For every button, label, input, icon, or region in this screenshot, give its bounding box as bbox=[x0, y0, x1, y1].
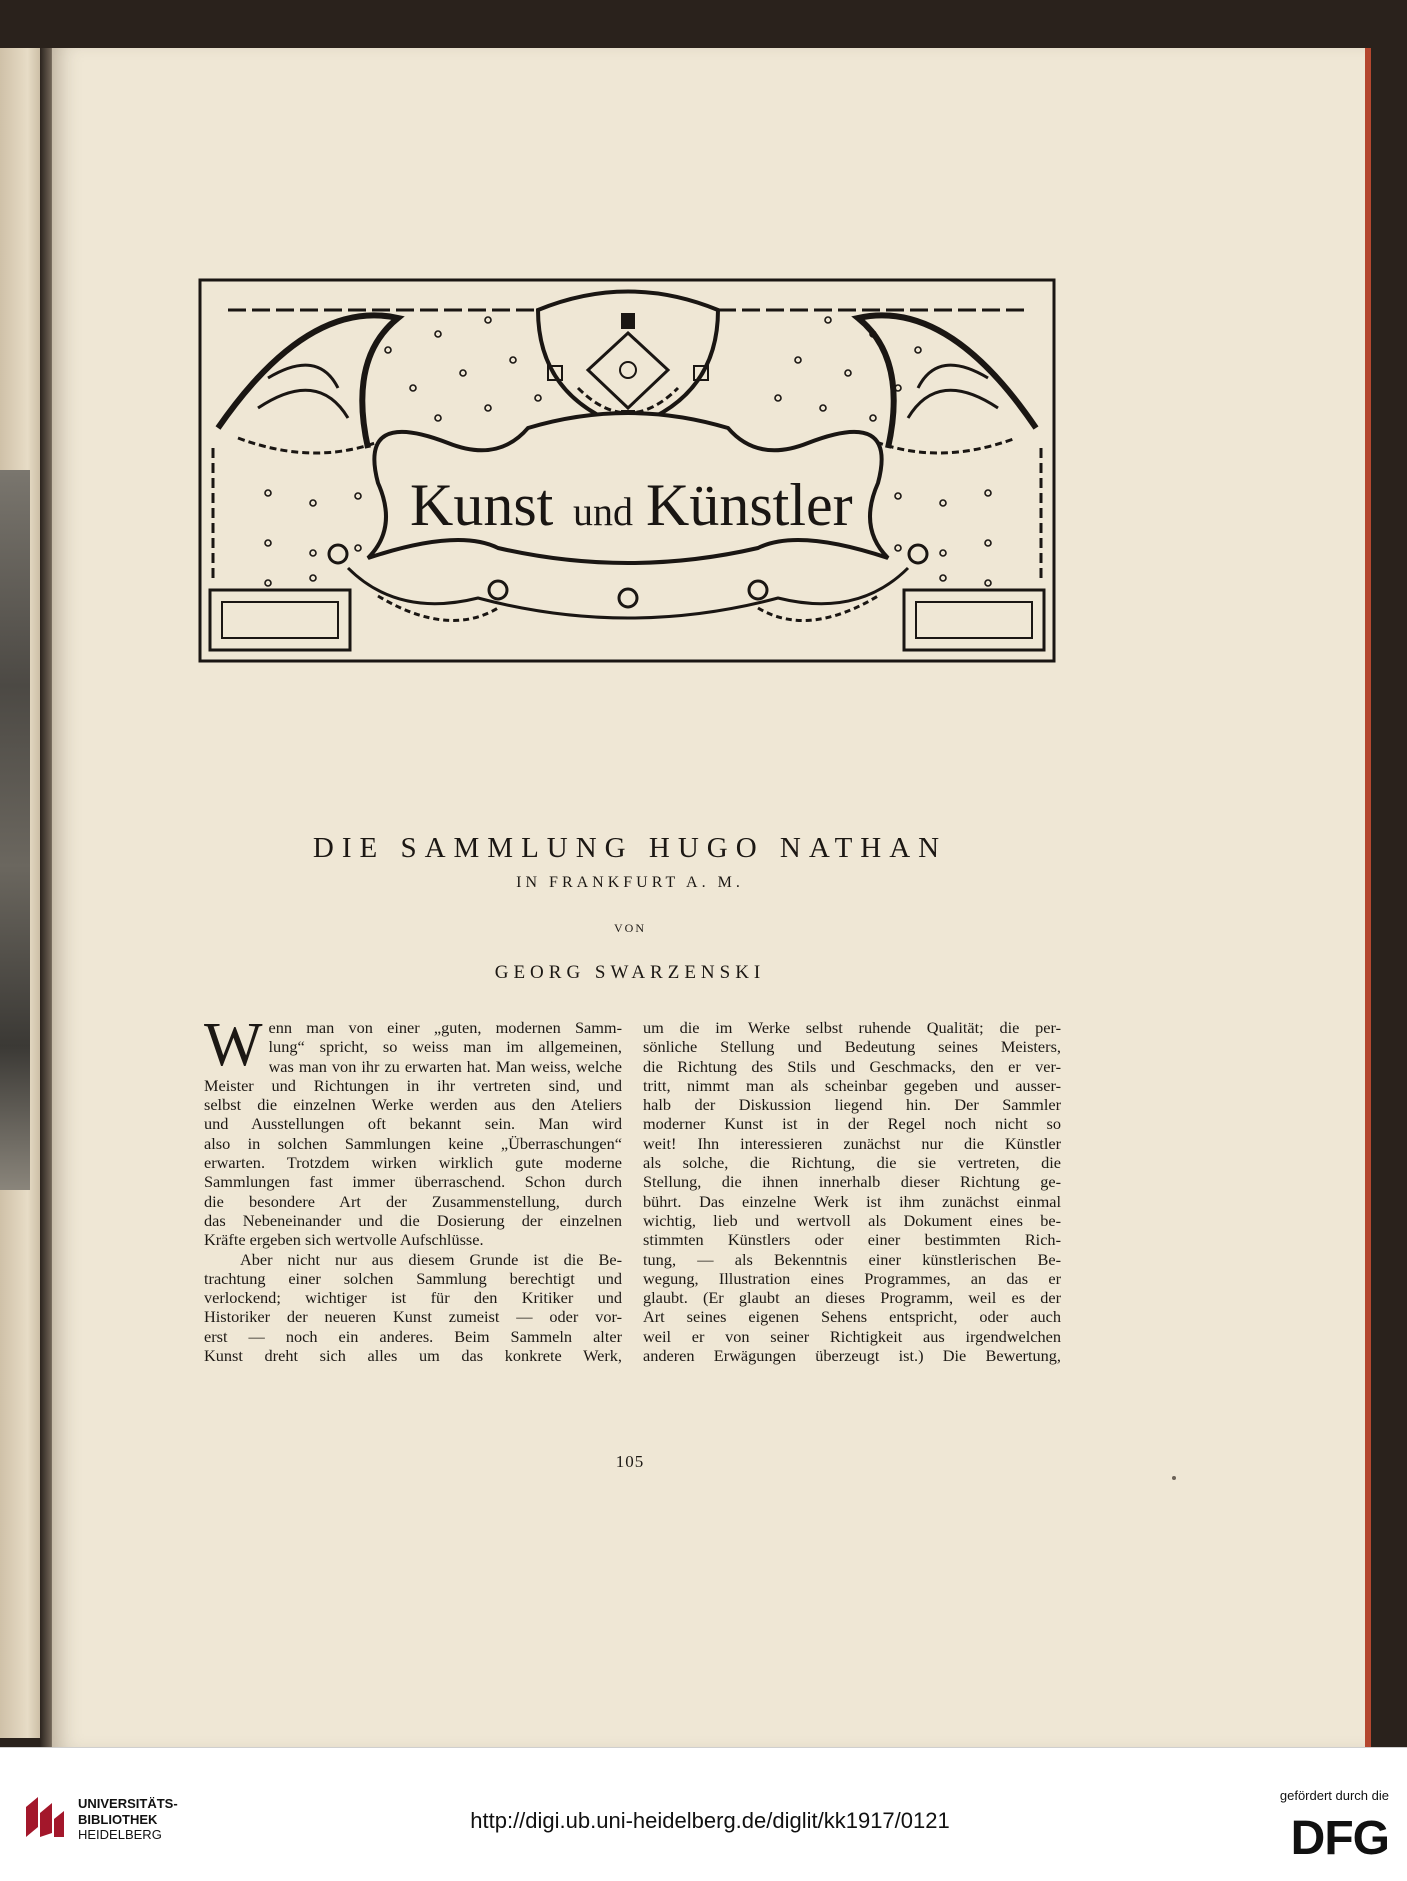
text-line: Stellung, die ihnen innerhalb dieser Richtung ge- bbox=[643, 1172, 1061, 1192]
text-column-left bbox=[204, 1011, 622, 1366]
permalink-url[interactable]: http://digi.ub.uni-heidelberg.de/diglit/kk1917/0121 bbox=[470, 1808, 950, 1833]
page-number: 105 bbox=[615, 1452, 645, 1471]
text-line: anderen Erwägungen überzeugt ist.) Die Bewertung, bbox=[643, 1346, 1061, 1366]
text-line: um die im Werke selbst ruhende Qualität; die per- bbox=[643, 1018, 1061, 1037]
byline-prefix: VON bbox=[614, 921, 646, 935]
dfg-logo[interactable]: DFG bbox=[1290, 1812, 1389, 1865]
text-line: als solche, die Richtung, die sie vertreten, die bbox=[643, 1153, 1061, 1173]
text-line: Aber nicht nur aus diesem Grunde ist die Be- bbox=[240, 1249, 622, 1269]
text-line: Meister und Richtungen in ihr vertreten sind, und bbox=[204, 1075, 622, 1095]
text-line: Historiker der neueren Kunst zumeist — oder vor- bbox=[204, 1307, 622, 1327]
text-line: verlockend; wichtiger ist für den Kritiker und bbox=[204, 1288, 622, 1308]
text-line: trachtung einer solchen Sammlung berechtigt und bbox=[204, 1268, 622, 1288]
text-line: das Nebeneinander und die Dosierung der einzelnen bbox=[204, 1210, 622, 1230]
text-line: erst — noch ein anderes. Beim Sammeln alter bbox=[204, 1326, 622, 1346]
library-line-3: HEIDELBERG bbox=[78, 1827, 162, 1842]
text-line: und Ausstellungen oft bekannt sein. Man wird bbox=[204, 1114, 622, 1134]
text-line: moderner Kunst ist in der Regel noch nicht so bbox=[643, 1114, 1061, 1134]
text-line: bührt. Das einzelne Werk ist ihm zunächst einmal bbox=[643, 1191, 1061, 1211]
paper-speck bbox=[1172, 1476, 1176, 1480]
header-vignette bbox=[198, 278, 1056, 663]
text-line: lung“ spricht, so weiss man im allgemeinen, bbox=[268, 1037, 622, 1057]
text-line: wegung, Illustration eines Programmes, an das er bbox=[643, 1268, 1061, 1288]
text-line: weit! Ihn interessieren zunächst nur die Künstler bbox=[643, 1133, 1061, 1153]
text-line: sönliche Stellung und Bedeutung seines Meisters, bbox=[643, 1037, 1061, 1057]
text-line: die besondere Art der Zusammenstellung, durch bbox=[204, 1191, 622, 1211]
library-line-2: BIBLIOTHEK bbox=[78, 1811, 158, 1827]
library-name bbox=[78, 1796, 178, 1843]
dropcap: W bbox=[204, 1011, 263, 1079]
text-line: enn man von einer „guten, modernen Samm- bbox=[268, 1018, 622, 1037]
article-subtitle: IN FRANKFURT A. M. bbox=[516, 874, 744, 891]
digitization-footer bbox=[0, 1747, 1407, 1881]
text-line: tritt, nimmt man als scheinbar gegeben und ausser- bbox=[643, 1075, 1061, 1095]
article-author: GEORG SWARZENSKI bbox=[494, 962, 766, 983]
article-title: DIE SAMMLUNG HUGO NATHAN bbox=[312, 832, 948, 864]
vignette-title-word1: Kunst bbox=[410, 472, 554, 538]
text-line: tung, — als Bekenntnis einer künstlerischen Be- bbox=[643, 1249, 1061, 1269]
text-line: erwarten. Trotzdem wirken wirklich gute moderne bbox=[204, 1153, 622, 1173]
text-line: stimmten Künstlers oder einer bestimmten Rich- bbox=[643, 1230, 1061, 1250]
page-edge bbox=[1365, 48, 1371, 1748]
text-line: wichtig, lieb und wertvoll als Dokument eines be- bbox=[643, 1210, 1061, 1230]
text-line: Kräfte ergeben sich wertvolle Aufschlüsse. bbox=[204, 1230, 484, 1250]
vignette-title-word2: und bbox=[573, 489, 633, 534]
facing-page-photo bbox=[0, 470, 30, 1190]
text-line: selbst die einzelnen Werke werden aus den Ateliers bbox=[204, 1095, 622, 1115]
text-line: Art seines eigenen Sehens entspricht, oder auch bbox=[643, 1307, 1061, 1327]
text-line: also in solchen Sammlungen keine „Überraschungen“ bbox=[204, 1133, 622, 1153]
text-line: Sammlungen fast immer überraschend. Schon durch bbox=[204, 1172, 622, 1192]
ub-heidelberg-logo-icon[interactable] bbox=[18, 1793, 68, 1843]
text-line: halb der Diskussion liegend hin. Der Sammler bbox=[643, 1095, 1061, 1115]
text-line: was man von ihr zu erwarten hat. Man weiss, welche bbox=[268, 1056, 622, 1076]
funder-label: gefördert durch die bbox=[1279, 1788, 1389, 1803]
text-line: die Richtung des Stils und Geschmacks, den er ver- bbox=[643, 1056, 1061, 1076]
text-line: glaubt. (Er glaubt an dieses Programm, weil es der bbox=[643, 1288, 1061, 1308]
library-line-1: UNIVERSITÄTS- bbox=[78, 1796, 178, 1811]
text-line: weil er von seiner Richtigkeit aus irgendwelchen bbox=[643, 1326, 1061, 1346]
vignette-ornament bbox=[198, 278, 1056, 663]
vignette-title-word3: Künstler bbox=[646, 472, 853, 538]
text-column-right bbox=[643, 1018, 1061, 1365]
text-line: Kunst dreht sich alles um das konkrete Werk, bbox=[204, 1346, 622, 1366]
